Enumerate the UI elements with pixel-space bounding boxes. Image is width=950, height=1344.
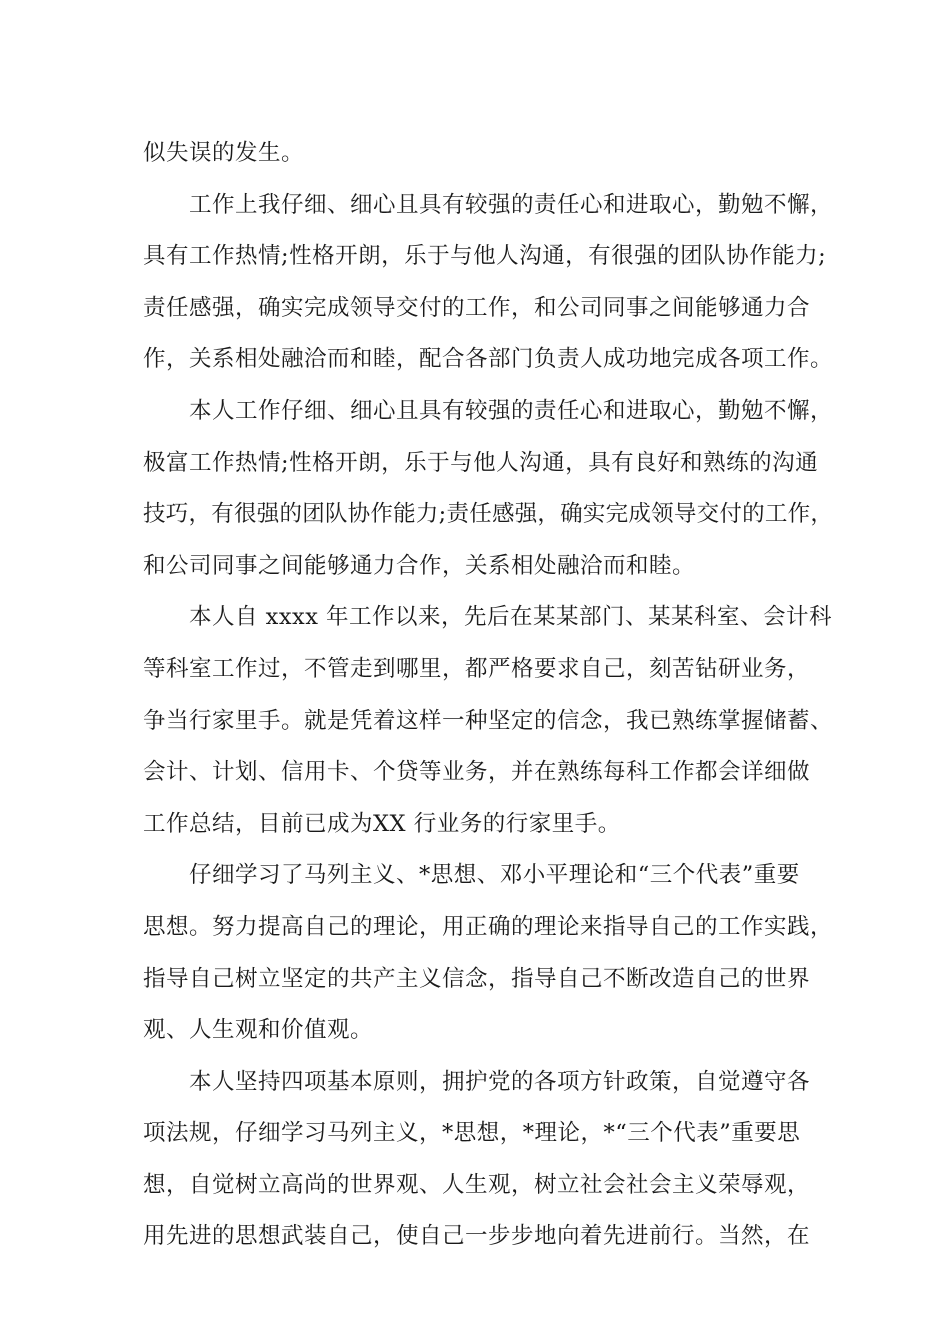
text-line: 本人自 xxxx 年工作以来，先后在某某部门、某某科室、会计科 bbox=[189, 604, 833, 631]
text-line: 仔细学习了马列主义、*思想、邓小平理论和“三个代表”重要 bbox=[189, 862, 800, 889]
text-line: 责任感强，确实完成领导交付的工作，和公司同事之间能够通力合 bbox=[143, 294, 811, 321]
text-line: 作，关系相处融洽而和睦，配合各部门负责人成功地完成各项工作。 bbox=[143, 346, 834, 373]
text-line: 想，自觉树立高尚的世界观、人生观，树立社会社会主义荣辱观， bbox=[143, 1171, 811, 1198]
text-line: 和公司同事之间能够通力合作，关系相处融洽而和睦。 bbox=[143, 552, 696, 579]
text-line: 极富工作热情;性格开朗，乐于与他人沟通，具有良好和熟练的沟通 bbox=[143, 449, 819, 476]
text-line: 争当行家里手。就是凭着这样一种坚定的信念，我已熟练掌握储蓄、 bbox=[143, 707, 834, 734]
document-body bbox=[143, 128, 834, 1263]
text-line: 观、人生观和价值观。 bbox=[143, 1017, 374, 1044]
text-line: 工作总结，目前已成为XX 行业务的行家里手。 bbox=[143, 810, 621, 837]
text-line: 本人坚持四项基本原则，拥护党的各项方针政策，自觉遵守各 bbox=[189, 1068, 811, 1095]
text-line: 思想。努力提高自己的理论，用正确的理论来指导自己的工作实践， bbox=[143, 913, 834, 940]
text-line: 用先进的思想武装自己，使自己一步步地向着先进前行。当然，在 bbox=[143, 1223, 811, 1250]
text-line: 等科室工作过，不管走到哪里，都严格要求自己，刻苦钻研业务， bbox=[143, 655, 811, 682]
text-line: 似失误的发生。 bbox=[143, 140, 305, 166]
text-line: 工作上我仔细、细心且具有较强的责任心和进取心，勤勉不懈， bbox=[189, 191, 834, 218]
text-line: 项法规，仔细学习马列主义，*思想，*理论，*“三个代表”重要思 bbox=[143, 1120, 801, 1147]
text-line: 技巧，有很强的团队协作能力;责任感强，确实完成领导交付的工作， bbox=[143, 501, 834, 528]
text-line: 会计、计划、信用卡、个贷等业务，并在熟练每科工作都会详细做 bbox=[143, 759, 811, 786]
text-line: 本人工作仔细、细心且具有较强的责任心和进取心，勤勉不懈， bbox=[189, 397, 834, 424]
text-line: 指导自己树立坚定的共产主义信念，指导自己不断改造自己的世界 bbox=[143, 965, 811, 992]
text-line: 具有工作热情;性格开朗，乐于与他人沟通，有很强的团队协作能力; bbox=[143, 243, 827, 270]
